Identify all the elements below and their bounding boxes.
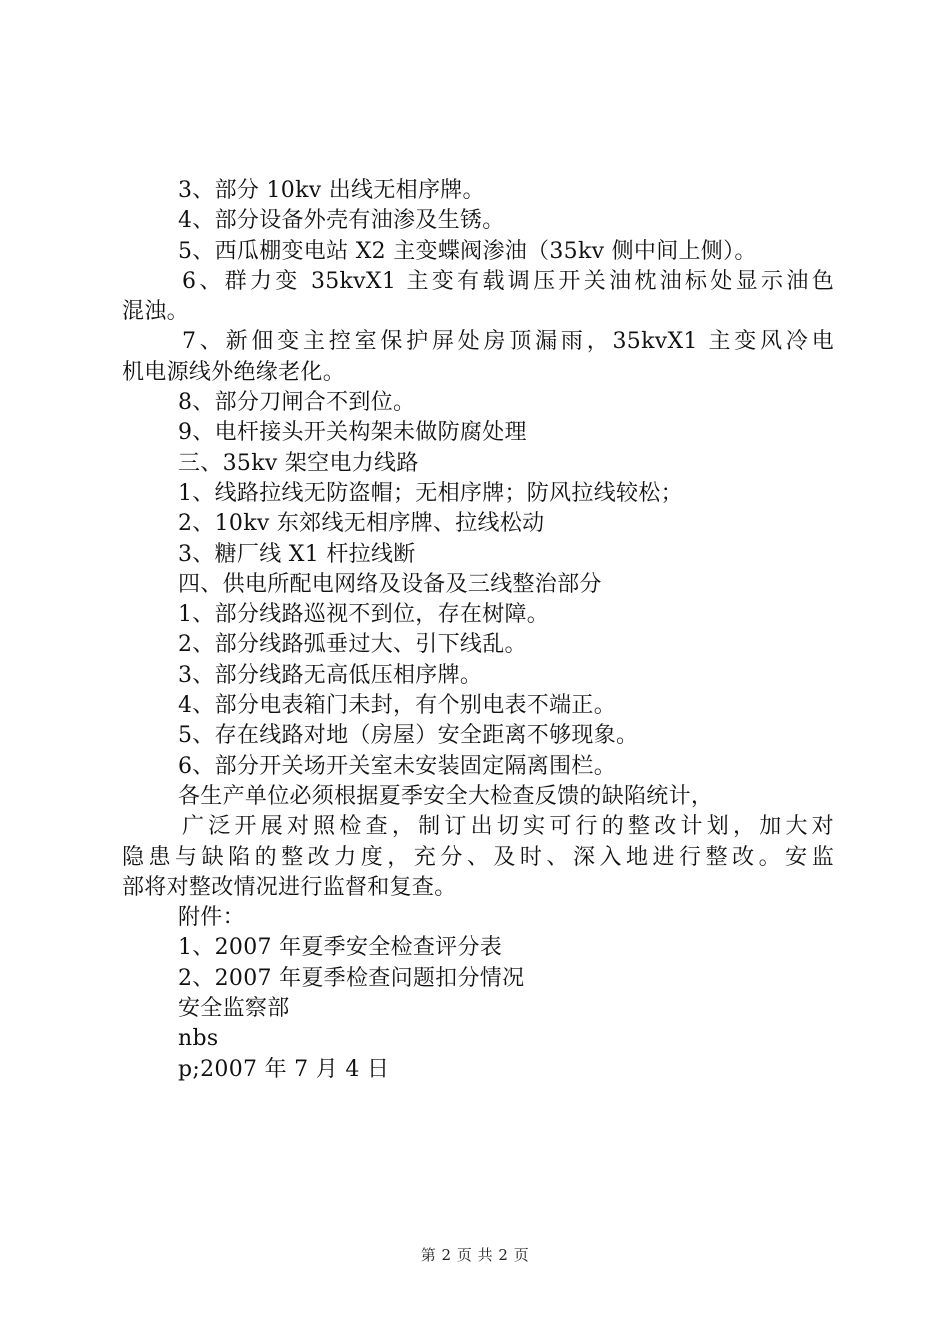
text-line: 广泛开展对照检查，制订出切实可行的整改计划，加大对 bbox=[182, 814, 834, 840]
text-line: 3、部分线路无高低压相序牌。 bbox=[178, 662, 483, 688]
body-text bbox=[122, 176, 834, 1085]
text-line: 2、部分线路弧垂过大、引下线乱。 bbox=[178, 632, 527, 658]
text-line: 部将对整改情况进行监督和复查。 bbox=[122, 874, 457, 900]
text-line: 1、线路拉线无防盗帽；无相序牌；防风拉线较松； bbox=[178, 480, 683, 506]
text-line: 各生产单位必须根据夏季安全大检查反馈的缺陷统计， bbox=[178, 783, 714, 809]
signature-date: p;2007 年 7 月 4 日 bbox=[178, 1056, 390, 1082]
text-line: 9、电杆接头开关构架未做防腐处理 bbox=[178, 420, 527, 446]
text-line: 6、群力变 35kvX1 主变有载调压开关油枕油标处显示油色 bbox=[182, 268, 834, 294]
section-heading: 四、供电所配电网络及设备及三线整治部分 bbox=[178, 571, 602, 597]
text-line: 3、糖厂线 X1 杆拉线断 bbox=[178, 541, 416, 567]
text-line: nbs bbox=[178, 1026, 219, 1052]
text-line: 隐患与缺陷的整改力度，充分、及时、深入地进行整改。安监 bbox=[122, 844, 834, 870]
text-line: 1、部分线路巡视不到位，存在树障。 bbox=[178, 602, 550, 628]
section-heading: 三、35kv 架空电力线路 bbox=[178, 450, 419, 476]
attachment-item: 1、2007 年夏季安全检查评分表 bbox=[178, 935, 503, 961]
text-line: 4、部分设备外壳有油渗及生锈。 bbox=[178, 208, 505, 234]
text-line: 7、新佃变主控室保护屏处房顶漏雨，35kvX1 主变风冷电 bbox=[182, 329, 834, 355]
page-footer: 第 2 页 共 2 页 bbox=[420, 1246, 530, 1264]
text-line: 4、部分电表箱门未封，有个别电表不端正。 bbox=[178, 693, 616, 719]
text-line: 机电源线外绝缘老化。 bbox=[122, 359, 346, 385]
text-line: 2、10kv 东郊线无相序牌、拉线松动 bbox=[178, 511, 545, 537]
attachment-heading: 附件： bbox=[178, 905, 245, 931]
text-line: 混浊。 bbox=[122, 299, 189, 325]
attachment-item: 2、2007 年夏季检查问题扣分情况 bbox=[178, 965, 525, 991]
text-line: 6、部分开关场开关室未安装固定隔离围栏。 bbox=[178, 753, 616, 779]
text-line: 3、部分 10kv 出线无相序牌。 bbox=[178, 178, 485, 203]
text-line: 5、存在线路对地（房屋）安全距离不够现象。 bbox=[178, 723, 639, 749]
signature-department: 安全监察部 bbox=[178, 996, 290, 1022]
text-line: 8、部分刀闸合不到位。 bbox=[178, 390, 416, 416]
text-line: 5、西瓜棚变电站 X2 主变蝶阀渗油（35kv 侧中间上侧）。 bbox=[178, 238, 757, 264]
